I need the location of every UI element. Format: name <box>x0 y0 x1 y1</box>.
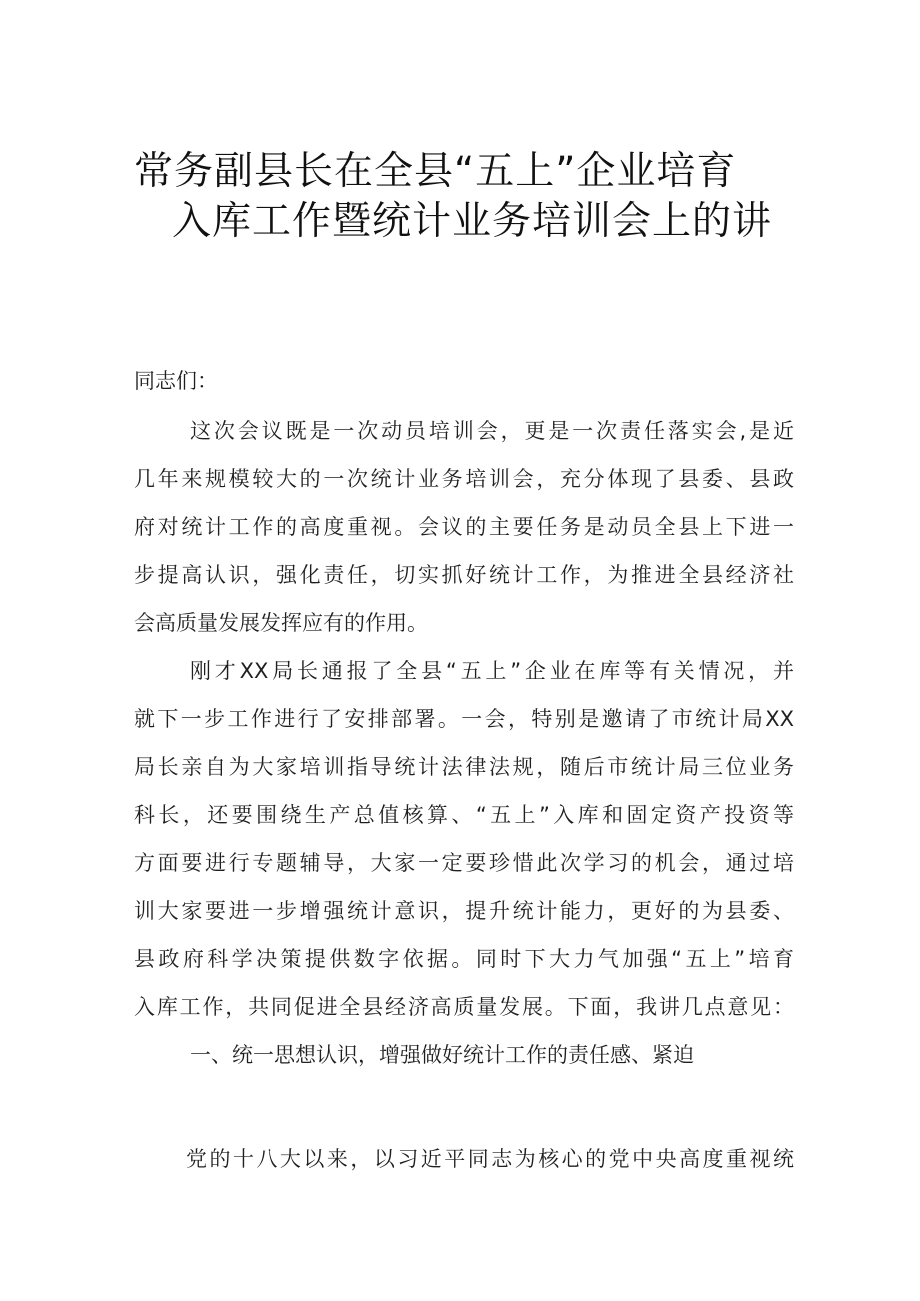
paragraph-line: 会高质量发展发挥应有的作用。 <box>134 611 428 635</box>
paragraph-line: 县政府科学决策提供数字依据。同时下大力气加强“五上”培育 <box>134 947 794 971</box>
document-title-line-2: 入库工作暨统计业务培训会上的讲 <box>172 199 773 244</box>
paragraph-line: 科长，还要围绕生产总值核算、“五上”入库和固定资产投资等 <box>134 803 794 827</box>
paragraph-line: 训大家要进一步增强统计意识，提升统计能力，更好的为县委、 <box>134 899 794 923</box>
paragraph-line: 几年来规模较大的一次统计业务培训会，充分体现了县委、县政 <box>134 467 794 491</box>
paragraph-line: 这次会议既是一次动员培训会，更是一次责任落实会,是近 <box>190 419 794 443</box>
paragraph-line: 府对统计工作的高度重视。会议的主要任务是动员全县上下进一 <box>134 515 794 539</box>
paragraph-line: 步提高认识，强化责任，切实抓好统计工作，为推进全县经济社 <box>134 563 794 587</box>
paragraph-line: 党的十八大以来，以习近平同志为核心的党中央高度重视统 <box>186 1147 794 1171</box>
paragraph-line: 就下一步工作进行了安排部署。一会，特别是邀请了市统计局XX <box>134 707 794 731</box>
section-heading: 一、统一思想认识，增强做好统计工作的责任感、紧迫 <box>190 1043 694 1067</box>
document-title-line-1: 常务副县长在全县“五上”企业培育 <box>134 149 737 194</box>
paragraph-line: 局长亲自为大家培训指导统计法律法规，随后市统计局三位业务 <box>134 755 794 779</box>
paragraph-line: 方面要进行专题辅导，大家一定要珍惜此次学习的机会，通过培 <box>134 851 794 875</box>
salutation: 同志们： <box>134 369 218 393</box>
paragraph-line: 入库工作，共同促进全县经济高质量发展。下面，我讲几点意见： <box>134 995 794 1019</box>
paragraph-line: 刚才XX局长通报了全县“五上”企业在库等有关情况，并 <box>190 659 794 683</box>
